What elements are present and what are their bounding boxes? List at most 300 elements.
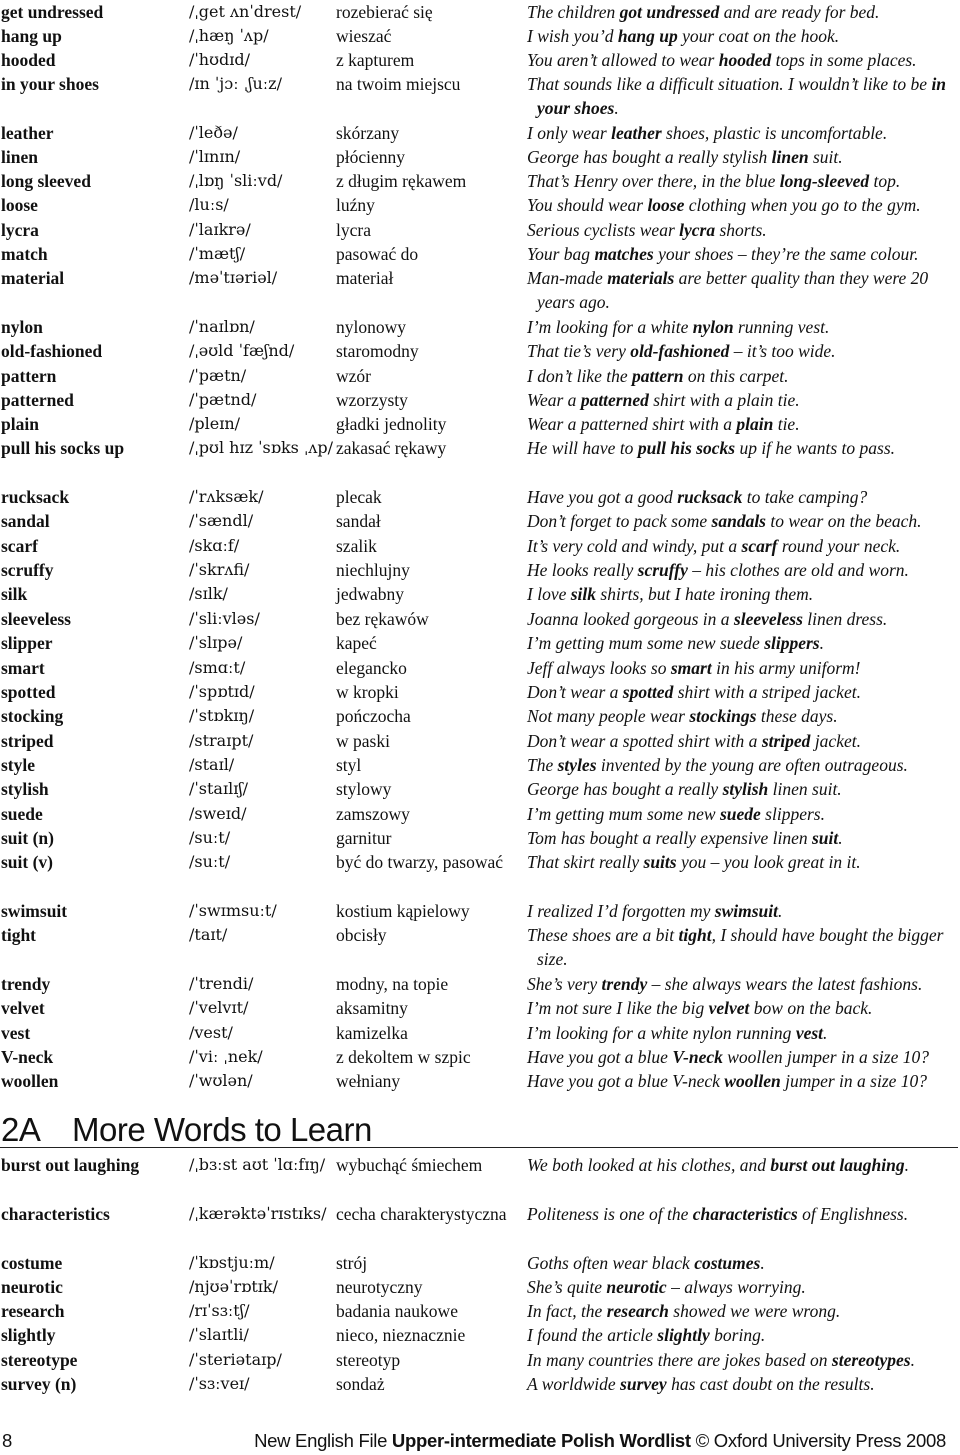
pronunciation: /ˈsliːvləs/ xyxy=(189,609,260,628)
headword: hooded xyxy=(1,50,56,70)
example-sentence xyxy=(527,1323,960,1347)
polish-translation: wzór xyxy=(336,366,371,386)
example-text: . xyxy=(838,828,843,848)
example-sentence xyxy=(527,24,960,48)
example-text: tie. xyxy=(773,414,800,434)
example-text: jumper in a size 10? xyxy=(780,1071,928,1091)
example-sentence xyxy=(527,121,960,145)
example-text: – she always wears the latest fashions. xyxy=(647,974,923,994)
polish-translation: sandał xyxy=(336,511,381,531)
headword: pull his socks up xyxy=(1,438,125,458)
pronunciation: /ˈrʌksæk/ xyxy=(189,487,264,506)
pronunciation: /ˌpʊl hɪz ˈsɒks ˌʌp/ xyxy=(189,438,334,457)
polish-translation: w paski xyxy=(336,731,390,751)
example-text: shorts. xyxy=(715,220,767,240)
polish-translation: sondaż xyxy=(336,1374,385,1394)
example-text: That’s Henry over there, in the blue xyxy=(527,171,780,191)
example-keyword: vest xyxy=(795,1023,824,1043)
example-text: Have you got a blue V-neck xyxy=(527,1071,725,1091)
polish-translation: lycra xyxy=(336,220,371,240)
polish-translation: cecha charakterystyczna xyxy=(336,1204,507,1224)
example-sentence xyxy=(527,1202,960,1226)
example-sentence xyxy=(527,802,960,826)
headword: old-fashioned xyxy=(1,341,103,361)
example-sentence xyxy=(527,266,960,314)
example-keyword: scarf xyxy=(741,536,778,556)
headword: sandal xyxy=(1,511,50,531)
polish-translation: materiał xyxy=(336,268,394,288)
example-text: The xyxy=(527,755,558,775)
example-keyword: pull his socks xyxy=(637,438,736,458)
polish-translation: rozebierać się xyxy=(336,2,433,22)
headword: patterned xyxy=(1,390,74,410)
example-text: top. xyxy=(869,171,901,191)
example-text: – it’s too wide. xyxy=(729,341,836,361)
headword: characteristics xyxy=(1,1204,110,1224)
example-text: jacket. xyxy=(810,731,861,751)
example-keyword: smart xyxy=(670,658,712,678)
example-keyword: slightly xyxy=(657,1325,710,1345)
example-text: linen suit. xyxy=(768,779,842,799)
example-text: She’s quite xyxy=(527,1277,607,1297)
example-text: to take camping? xyxy=(742,487,868,507)
example-text: I realized I’d forgotten my xyxy=(527,901,715,921)
example-keyword: materials xyxy=(607,268,675,288)
example-sentence xyxy=(527,509,960,533)
section-heading xyxy=(0,1108,960,1152)
example-keyword: plain xyxy=(736,414,774,434)
example-text: Serious cyclists wear xyxy=(527,220,680,240)
polish-translation: być do twarzy, pasować xyxy=(336,852,503,872)
example-text: on this carpet. xyxy=(683,366,789,386)
example-text: He looks really xyxy=(527,560,638,580)
example-text: I’m getting mum some new suede xyxy=(527,633,765,653)
polish-translation: gładki jednolity xyxy=(336,414,447,434)
headword: match xyxy=(1,244,48,264)
headword: stylish xyxy=(1,779,49,799)
example-text: Don’t forget to pack some xyxy=(527,511,712,531)
example-text: I found the article xyxy=(527,1325,658,1345)
example-text: Have you got a blue xyxy=(527,1047,673,1067)
example-sentence xyxy=(527,72,960,120)
polish-translation: staromodny xyxy=(336,341,419,361)
example-text: These shoes are a bit xyxy=(527,925,679,945)
example-sentence xyxy=(527,1069,960,1093)
polish-translation: badania naukowe xyxy=(336,1301,458,1321)
headword: research xyxy=(1,1301,65,1321)
headword: nylon xyxy=(1,317,43,337)
example-text: I’m not sure I like the big xyxy=(527,998,709,1018)
example-keyword: velvet xyxy=(708,998,750,1018)
polish-translation: nieco, nieznacznie xyxy=(336,1325,466,1345)
polish-translation: wzorzysty xyxy=(336,390,408,410)
polish-translation: kostium kąpielowy xyxy=(336,901,470,921)
example-text: Politeness is one of the xyxy=(527,1204,693,1224)
pronunciation: /ˌget ʌnˈdrest/ xyxy=(189,2,302,21)
example-sentence xyxy=(527,631,960,655)
example-keyword: stylish xyxy=(722,779,769,799)
example-text: are better quality than they were 20 years ago. xyxy=(537,268,929,312)
example-sentence xyxy=(527,1045,960,1069)
example-text: George has bought a really xyxy=(527,779,723,799)
example-sentence xyxy=(527,972,960,996)
pronunciation: /vest/ xyxy=(189,1023,233,1042)
example-keyword: loose xyxy=(647,195,685,215)
example-sentence xyxy=(527,0,960,24)
pronunciation: /ˈslaɪtli/ xyxy=(189,1325,249,1344)
example-keyword: striped xyxy=(761,731,811,751)
example-text: running vest. xyxy=(733,317,830,337)
headword: hang up xyxy=(1,26,62,46)
pronunciation: /ˈpætnd/ xyxy=(189,390,257,409)
example-keyword: lycra xyxy=(679,220,716,240)
example-text: shirt with a plain tie. xyxy=(648,390,800,410)
example-keyword: sleeveless xyxy=(733,609,803,629)
example-keyword: hooded xyxy=(718,50,772,70)
example-text: slippers. xyxy=(760,804,825,824)
example-sentence xyxy=(527,339,960,363)
example-text: Not many people wear xyxy=(527,706,690,726)
example-sentence xyxy=(527,48,960,72)
headword: style xyxy=(1,755,36,775)
example-keyword: in your shoes xyxy=(537,74,947,118)
example-keyword: silk xyxy=(570,584,597,604)
example-keyword: tight xyxy=(678,925,712,945)
example-keyword: suede xyxy=(719,804,761,824)
headword: silk xyxy=(1,584,28,604)
example-sentence xyxy=(527,656,960,680)
example-sentence xyxy=(527,753,960,777)
example-text: A worldwide xyxy=(527,1374,621,1394)
footer-credit xyxy=(254,1427,946,1455)
pronunciation: /ˈmætʃ/ xyxy=(189,244,246,263)
polish-translation: zakasać rękawy xyxy=(336,438,447,458)
example-text: Man-made xyxy=(527,268,608,288)
example-text: invented by the young are often outrageous. xyxy=(596,755,908,775)
example-text: I’m looking for a white xyxy=(527,317,693,337)
pronunciation: /ɪn ˈjɔː ˌʃuːz/ xyxy=(189,74,282,93)
polish-translation: garnitur xyxy=(336,828,392,848)
example-text: suit. xyxy=(808,147,843,167)
headword: leather xyxy=(1,123,54,143)
pronunciation: /ˈstaɪlɪʃ/ xyxy=(189,779,249,798)
headword: trendy xyxy=(1,974,51,994)
headword: costume xyxy=(1,1253,63,1273)
example-keyword: slippers xyxy=(764,633,820,653)
example-keyword: characteristics xyxy=(692,1204,798,1224)
example-text: . xyxy=(823,1023,828,1043)
example-text: . xyxy=(778,901,783,921)
example-sentence xyxy=(527,388,960,412)
example-text: Wear a xyxy=(527,390,581,410)
example-keyword: leather xyxy=(611,123,662,143)
headword: scarf xyxy=(1,536,38,556)
example-sentence xyxy=(527,1275,960,1299)
pronunciation: /ˌbɜːst aʊt ˈlɑːfɪŋ/ xyxy=(189,1155,326,1174)
pronunciation: /staɪl/ xyxy=(189,755,235,774)
polish-translation: wybuchąć śmiechem xyxy=(336,1155,483,1175)
example-text: up if he wants to pass. xyxy=(735,438,896,458)
pronunciation: /ˌəʊld ˈfæʃnd/ xyxy=(189,341,295,360)
example-text: You should wear xyxy=(527,195,648,215)
headword: suede xyxy=(1,804,43,824)
polish-translation: stereotyp xyxy=(336,1350,401,1370)
example-text: has cast doubt on the results. xyxy=(666,1374,875,1394)
pronunciation: /pleɪn/ xyxy=(189,414,241,433)
polish-translation: na twoim miejscu xyxy=(336,74,461,94)
example-text: That sounds like a difficult situation. I wouldn’t like to be xyxy=(527,74,932,94)
example-text: round your neck. xyxy=(777,536,901,556)
example-keyword: hang up xyxy=(617,26,678,46)
example-text: – always worrying. xyxy=(666,1277,806,1297)
pronunciation: /ˈvelvɪt/ xyxy=(189,998,249,1017)
example-text: Goths often wear black xyxy=(527,1253,695,1273)
headword: slightly xyxy=(1,1325,56,1345)
pronunciation: /luːs/ xyxy=(189,195,229,214)
example-text: I don’t like the xyxy=(527,366,632,386)
example-text: I wish you’d xyxy=(527,26,618,46)
pronunciation: /məˈtɪəriəl/ xyxy=(189,268,278,287)
headword: velvet xyxy=(1,998,45,1018)
pronunciation: /ˈlɪnɪn/ xyxy=(189,147,241,166)
example-keyword: old-fashioned xyxy=(630,341,730,361)
polish-translation: z kapturem xyxy=(336,50,415,70)
pronunciation: /ˈsɜːveɪ/ xyxy=(189,1374,250,1393)
example-keyword: trendy xyxy=(601,974,648,994)
example-sentence xyxy=(527,607,960,631)
example-text: It’s very cold and windy, put a xyxy=(527,536,742,556)
example-text: She’s very xyxy=(527,974,602,994)
example-text: shirts, but I hate ironing them. xyxy=(596,584,814,604)
headword: woollen xyxy=(1,1071,59,1091)
example-sentence xyxy=(527,923,960,971)
example-sentence xyxy=(527,1021,960,1045)
pronunciation: /ˈsteriətaɪp/ xyxy=(189,1350,282,1369)
headword: spotted xyxy=(1,682,56,702)
polish-translation: pończocha xyxy=(336,706,411,726)
example-keyword: V-neck xyxy=(672,1047,723,1067)
polish-translation: zamszowy xyxy=(336,804,410,824)
example-keyword: suits xyxy=(643,852,677,872)
pronunciation: /taɪt/ xyxy=(189,925,228,944)
pronunciation: /ˈhʊdɪd/ xyxy=(189,50,251,69)
credit-title: Upper-intermediate Polish Wordlist xyxy=(391,1430,691,1451)
pronunciation: /ˌkærəktəˈrɪstɪks/ xyxy=(189,1204,327,1223)
example-text: clothing when you go to the gym. xyxy=(684,195,921,215)
example-text: He will have to xyxy=(527,438,638,458)
example-sentence xyxy=(527,558,960,582)
example-keyword: pattern xyxy=(631,366,684,386)
example-text: linen dress. xyxy=(802,609,888,629)
pronunciation: /ˈslɪpə/ xyxy=(189,633,243,652)
pronunciation: /ˈstɒkɪŋ/ xyxy=(189,706,255,725)
example-text: . xyxy=(760,1253,765,1273)
headword: loose xyxy=(1,195,38,215)
headword: smart xyxy=(1,658,45,678)
polish-translation: kamizelka xyxy=(336,1023,408,1043)
example-sentence xyxy=(527,777,960,801)
polish-translation: aksamitny xyxy=(336,998,408,1018)
pronunciation: /sweɪd/ xyxy=(189,804,247,823)
pronunciation: /rɪˈsɜːtʃ/ xyxy=(189,1301,250,1320)
headword: suit (v) xyxy=(1,852,54,872)
headword: burst out laughing xyxy=(1,1155,140,1175)
example-keyword: rucksack xyxy=(677,487,743,507)
polish-translation: wełniany xyxy=(336,1071,401,1091)
example-keyword: long-sleeved xyxy=(779,171,870,191)
example-text: showed we were wrong. xyxy=(668,1301,841,1321)
example-keyword: styles xyxy=(557,755,597,775)
example-text: I only wear xyxy=(527,123,612,143)
example-text: woollen jumper in a size 10? xyxy=(722,1047,929,1067)
example-sentence xyxy=(527,1299,960,1323)
polish-translation: niechlujny xyxy=(336,560,410,580)
example-sentence xyxy=(527,582,960,606)
polish-translation: strój xyxy=(336,1253,368,1273)
example-keyword: patterned xyxy=(580,390,649,410)
example-keyword: neurotic xyxy=(606,1277,667,1297)
pronunciation: /suːt/ xyxy=(189,852,231,871)
pronunciation: /ˈskrʌfi/ xyxy=(189,560,250,579)
example-sentence xyxy=(527,1348,960,1372)
headword: material xyxy=(1,268,65,288)
example-text: Don’t wear a spotted shirt with a xyxy=(527,731,762,751)
example-text: In fact, the xyxy=(527,1301,607,1321)
example-keyword: research xyxy=(606,1301,669,1321)
example-text: We both looked at his clothes, and xyxy=(527,1155,771,1175)
example-text: these days. xyxy=(756,706,838,726)
headword: pattern xyxy=(1,366,57,386)
example-text: Wear a patterned shirt with a xyxy=(527,414,737,434)
headword: striped xyxy=(1,731,54,751)
example-sentence xyxy=(527,364,960,388)
example-text: . xyxy=(819,633,824,653)
polish-translation: neurotyczny xyxy=(336,1277,423,1297)
headword: suit (n) xyxy=(1,828,54,848)
example-text: Joanna looked gorgeous in a xyxy=(527,609,734,629)
section-rule xyxy=(0,1147,958,1148)
headword: plain xyxy=(1,414,39,434)
polish-translation: płócienny xyxy=(336,147,406,167)
example-text: shoes, plastic is uncomfortable. xyxy=(661,123,888,143)
example-keyword: burst out laughing xyxy=(770,1155,905,1175)
polish-translation: styl xyxy=(336,755,362,775)
pronunciation: /ˈswɪmsuːt/ xyxy=(189,901,277,920)
polish-translation: bez rękawów xyxy=(336,609,429,629)
example-text: Jeff always looks so xyxy=(527,658,671,678)
pronunciation: /ˌhæŋ ˈʌp/ xyxy=(189,26,269,45)
example-sentence xyxy=(527,169,960,193)
example-keyword: woollen xyxy=(724,1071,781,1091)
pronunciation: /ˈtrendi/ xyxy=(189,974,254,993)
example-text: Your bag xyxy=(527,244,595,264)
example-text: to wear on the beach. xyxy=(766,511,922,531)
headword: linen xyxy=(1,147,38,167)
example-text: That skirt really xyxy=(527,852,644,872)
example-text: I’m looking for a white nylon running xyxy=(527,1023,796,1043)
example-text: your shoes – they’re the same colour. xyxy=(653,244,919,264)
example-keyword: stockings xyxy=(689,706,757,726)
section-number: 2A xyxy=(1,1111,41,1148)
pronunciation: /ˌlɒŋ ˈsliːvd/ xyxy=(189,171,283,190)
example-sentence xyxy=(527,1251,960,1275)
example-keyword: stereotypes xyxy=(831,1350,911,1370)
pronunciation: /ˈspɒtɪd/ xyxy=(189,682,255,701)
example-sentence xyxy=(527,193,960,217)
polish-translation: pasować do xyxy=(336,244,419,264)
example-keyword: got undressed xyxy=(619,2,720,22)
headword: sleeveless xyxy=(1,609,71,629)
headword: tight xyxy=(1,925,36,945)
example-text: tops in some places. xyxy=(771,50,917,70)
polish-translation: wieszać xyxy=(336,26,392,46)
pronunciation: /ˈlaɪkrə/ xyxy=(189,220,251,239)
headword: in your shoes xyxy=(1,74,99,94)
headword: slipper xyxy=(1,633,53,653)
pronunciation: /ˈwʊlən/ xyxy=(189,1071,253,1090)
polish-translation: z długim rękawem xyxy=(336,171,467,191)
example-keyword: matches xyxy=(594,244,654,264)
example-sentence xyxy=(527,826,960,850)
example-text: The children xyxy=(527,2,620,22)
headword: scruffy xyxy=(1,560,54,580)
example-text: George has bought a really stylish xyxy=(527,147,772,167)
example-text: your coat on the hook. xyxy=(677,26,840,46)
polish-translation: jedwabny xyxy=(336,584,405,604)
example-keyword: costumes xyxy=(694,1253,761,1273)
headword: lycra xyxy=(1,220,39,240)
example-keyword: sandals xyxy=(711,511,766,531)
example-text: . xyxy=(614,98,619,118)
example-keyword: suit xyxy=(811,828,839,848)
example-sentence xyxy=(527,1153,960,1177)
page-number: 8 xyxy=(2,1430,12,1451)
pronunciation: /straɪpt/ xyxy=(189,731,254,750)
example-sentence xyxy=(527,315,960,339)
pronunciation: /njʊəˈrɒtɪk/ xyxy=(189,1277,278,1296)
example-text: Tom has bought a really expensive linen xyxy=(527,828,812,848)
credit-suffix: © Oxford University Press 2008 xyxy=(690,1430,946,1451)
example-text: of Englishness. xyxy=(797,1204,909,1224)
example-text: Have you got a good xyxy=(527,487,678,507)
example-keyword: spotted xyxy=(622,682,674,702)
polish-translation: kapeć xyxy=(336,633,377,653)
example-text: I’m getting mum some new xyxy=(527,804,720,824)
pronunciation: /skɑːf/ xyxy=(189,536,240,555)
example-sentence xyxy=(527,485,960,509)
polish-translation: skórzany xyxy=(336,123,400,143)
section-title: More Words to Learn xyxy=(72,1111,372,1148)
polish-translation: obcisły xyxy=(336,925,387,945)
example-text: you – you look great in it. xyxy=(676,852,861,872)
example-sentence xyxy=(527,1372,960,1396)
headword: neurotic xyxy=(1,1277,63,1297)
pronunciation: /ˈleðə/ xyxy=(189,123,238,142)
example-text: bow on the back. xyxy=(749,998,873,1018)
example-sentence xyxy=(527,680,960,704)
credit-prefix: New English File xyxy=(254,1430,392,1451)
example-sentence xyxy=(527,145,960,169)
example-keyword: nylon xyxy=(692,317,734,337)
example-sentence xyxy=(527,899,960,923)
example-text: . xyxy=(910,1350,915,1370)
example-text: Don’t wear a xyxy=(527,682,623,702)
example-sentence xyxy=(527,412,960,436)
example-text: , I should have bought the bigger size. xyxy=(537,925,944,969)
pronunciation: /smɑːt/ xyxy=(189,658,246,677)
example-text: in his army uniform! xyxy=(711,658,861,678)
example-text: I love xyxy=(527,584,571,604)
